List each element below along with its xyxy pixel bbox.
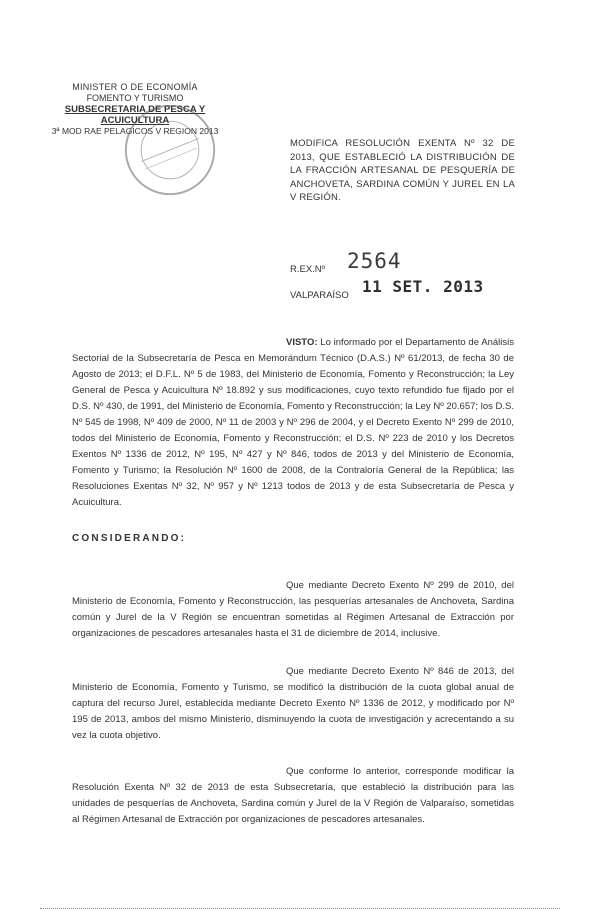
rex-number: 2564 [347, 249, 402, 273]
visto-text: Lo informado por el Departamento de Análisis Sectorial de la Subsecretaría de Pesca en Memorándum Técnico (D.A.S.) Nº 61/2013, de fecha 30 de Agosto de 2013; el D.F.L. Nº 5 de 1983, del Ministerio de Economía, Fomento y Reconstrucción; la Ley General de Pesca y Acuicultura Nº 18.892 y sus modificaciones, cuyo texto refundido fue fijado por el D.S. Nº 430, de 1991, del Ministerio de Economía, Fomento y Reconstrucción; la Ley Nº 20.657; los D.S. Nº 545 de 1998, Nº 409 de 2000, Nº 11 de 2003 y Nº 296 de 2004, y el Decreto Exento Nº 299 de 2010, todos del Ministerio de Economía, Fomento y Reconstrucción; el D.S. Nº 223 de 2010 y los Decretos Exentos Nº 1336 de 2012, Nº 195, Nº 427 y Nº 846, todos de 2013 y del Ministerio de Economía, Fomento y Turismo; la Resolución Nº 1600 de 2008, de la Contraloría General de la República; las Resoluciones Exentas Nº 32, Nº 957 y Nº 1213 todos de 2013 y de esta Subsecretaría de Pesca y Acuicultura. [72, 337, 514, 508]
header-subsecretaria: SUBSECRETARIA DE PESCA Y ACUICULTURA [64, 104, 206, 126]
header-fomento: FOMENTO Y TURISMO [86, 93, 184, 103]
visto-paragraph [72, 335, 514, 511]
considerando-paragraph-1: Que mediante Decreto Exento Nº 299 de 2010, del Ministerio de Economía, Fomento y Reconstrucción, las pesquerías artesanales de Anchoveta, Sardina común y Jurel de la V Región se encuentran sometidas al Régimen Artesanal de Extracción por organizaciones de pescadores artesanales hasta el 31 de diciembre de 2014, inclusive. [72, 580, 514, 639]
rex-label: R.EX.Nº [290, 264, 326, 275]
date-stamp: 11 SET. 2013 [362, 277, 484, 296]
visto-label: VISTO: [286, 337, 318, 348]
resolution-subject: MODIFICA RESOLUCIÓN EXENTA Nº 32 DE 2013, QUE ESTABLECIÓ LA DISTRIBUCIÓN DE LA FRACCIÓN ARTESANAL DE PESQUERÍA DE ANCHOVETA, SARDINA COMÚN Y JUREL EN LA V REGIÓN. [290, 138, 515, 203]
considerando-heading: CONSIDERANDO: [72, 533, 187, 544]
considerando-paragraph-3: Que conforme lo anterior, corresponde modificar la Resolución Exenta Nº 32 de 2013 de esta Subsecretaría, que estableció la distribución para las unidades de pesquerías de Anchoveta, Sardina común y Jurel de la V Región de Valparaíso, sometidas al Régimen Artesanal de Extracción por organizaciones de pescadores artesanales. [72, 766, 514, 825]
considerando-paragraph-2: Que mediante Decreto Exento Nº 846 de 2013, del Ministerio de Economía, Fomento y Turismo, se modificó la distribución de la cuota global anual de captura del recurso Jurel, establecida mediante Decreto Exento Nº 1336 de 2012, y modificado por Nº 195 de 2013, ambos del mismo Ministerio, disminuyendo la cuota de investigación y acrecentando a su vez la cuota objetivo. [72, 666, 514, 741]
place-label: VALPARAÍSO [290, 290, 349, 301]
header-reference: 3ª MOD RAE PELAGICOS V REGION 2013 [51, 126, 219, 136]
office-stamp [122, 102, 218, 198]
footer-divider [40, 908, 560, 910]
header-ministry: MINISTER O DE ECONOMÍA [72, 82, 198, 92]
